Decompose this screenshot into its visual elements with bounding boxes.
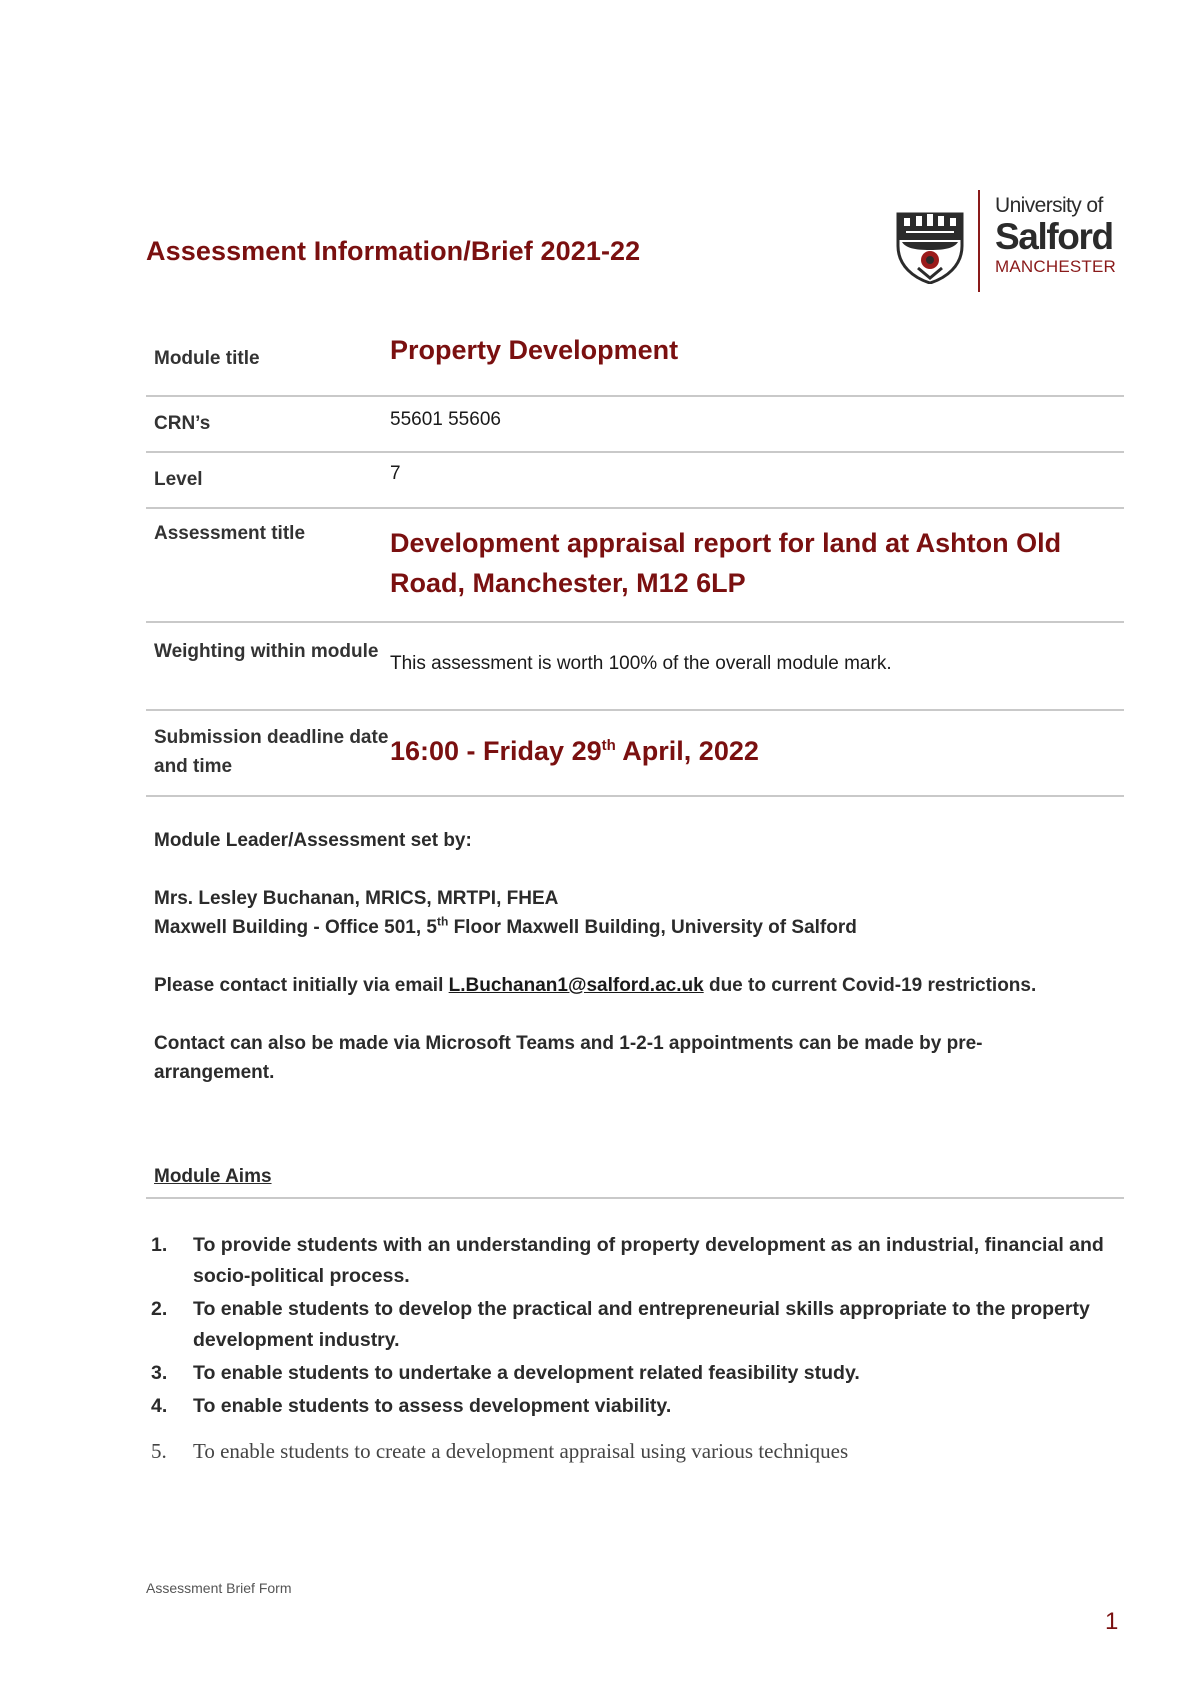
aim-item: 5. To enable students to create a development appraisal using various techniques xyxy=(151,1439,849,1463)
assessment-info-table xyxy=(146,330,1124,797)
contact-section xyxy=(154,826,1074,1087)
aim-item: 4. To enable students to assess development viability. xyxy=(151,1395,672,1417)
row-crn xyxy=(146,396,1124,452)
module-aims-heading: Module Aims xyxy=(154,1166,272,1187)
weighting-value: This assessment is worth 100% of the overall module mark. xyxy=(390,622,1124,710)
module-title-label: Module title xyxy=(146,330,390,396)
module-aims-list xyxy=(146,1230,1126,1469)
university-logo xyxy=(896,190,1116,294)
document-title: Assessment Information/Brief 2021-22 xyxy=(146,236,641,266)
logo-wordmark xyxy=(995,194,1117,278)
module-title-value: Property Development xyxy=(390,335,679,365)
contact-email-paragraph: Please contact initially via email L.Buchanan1@salford.ac.uk due to current Covid-19 restrictions. xyxy=(154,975,1037,996)
module-leader-address: Maxwell Building - Office 501, 5th Floor Maxwell Building, University of Salford xyxy=(154,914,857,938)
aim-item: 3. To enable students to undertake a development related feasibility study. xyxy=(151,1362,860,1384)
row-deadline xyxy=(146,710,1124,796)
footer-form-label: Assessment Brief Form xyxy=(146,1580,292,1596)
logo-divider xyxy=(978,190,980,292)
logo-university-of: University of xyxy=(995,194,1103,217)
contact-email-link[interactable]: L.Buchanan1@salford.ac.uk xyxy=(448,975,704,996)
university-crest-icon xyxy=(896,208,964,284)
deadline-label: Submission deadline date and time xyxy=(146,710,390,796)
level-label: Level xyxy=(146,452,390,508)
module-leader-heading: Module Leader/Assessment set by: xyxy=(154,830,472,851)
crn-label: CRN’s xyxy=(146,396,390,452)
row-weighting xyxy=(146,622,1124,710)
logo-manchester: MANCHESTER xyxy=(995,257,1117,276)
row-assessment-title xyxy=(146,508,1124,622)
crn-value: 55601 55606 xyxy=(390,396,1124,452)
assessment-title-value: Development appraisal report for land at Ashton Old Road, Manchester, M12 6LP xyxy=(390,528,1062,598)
aim-item: 1. To provide students with an understanding of property development as an industrial, financial and socio-political process. xyxy=(151,1234,1104,1287)
assessment-title-label: Assessment title xyxy=(146,508,390,622)
page-number: 1 xyxy=(1105,1608,1119,1635)
weighting-label: Weighting within module xyxy=(146,622,390,710)
logo-salford: Salford xyxy=(995,216,1113,257)
aims-divider xyxy=(146,1197,1124,1199)
aim-item: 2. To enable students to develop the practical and entrepreneurial skills appropriate to the property development industry. xyxy=(151,1298,1090,1351)
module-leader-name: Mrs. Lesley Buchanan, MRICS, MRTPI, FHEA xyxy=(154,888,559,909)
level-value: 7 xyxy=(390,452,1124,508)
deadline-value: 16:00 - Friday 29th April, 2022 xyxy=(390,736,759,766)
row-level xyxy=(146,452,1124,508)
contact-teams-paragraph: Contact can also be made via Microsoft Teams and 1-2-1 appointments can be made by pre-arrangement. xyxy=(154,1033,983,1083)
row-module-title xyxy=(146,330,1124,396)
